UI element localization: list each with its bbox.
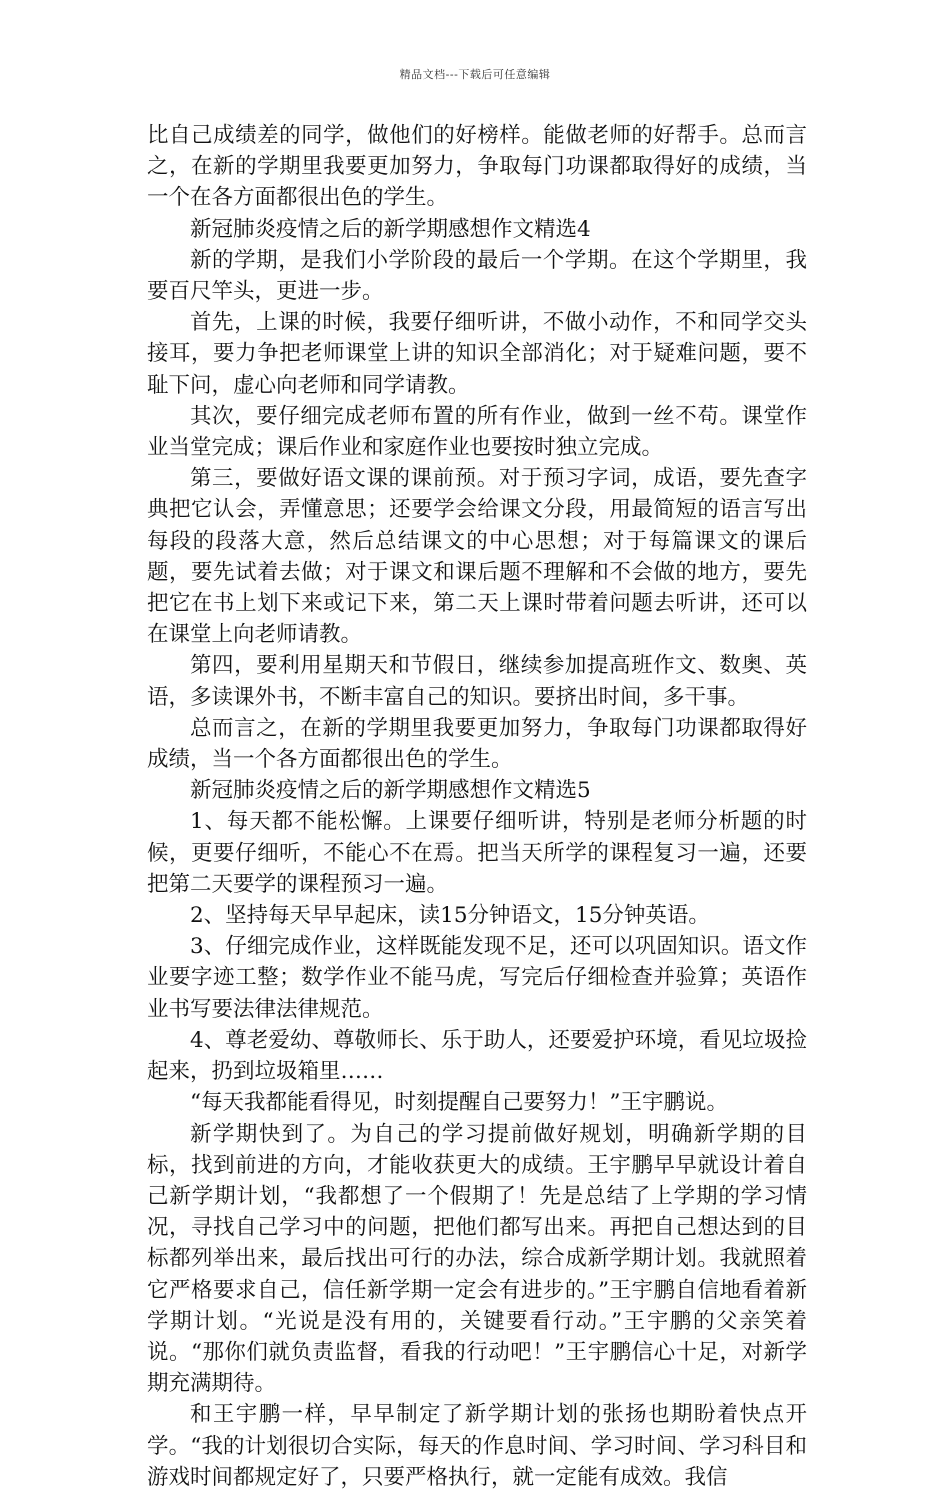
section-heading: 新冠肺炎疫情之后的新学期感想作文精选5 <box>190 778 591 804</box>
paragraph: 新学期快到了。为自己的学习提前做好规划，明确新学期的目标，找到前进的方向，才能收获更大的成绩。王宇鹏早早就设计着自己新学期计划，“我都想了一个假期了！先是总结了上学期的学习情况，寻找自己学习中的问题，把他们都写出来。再把自己想达到的目标都列举出来，最后找出可行的办法，综合成新学期计划。我就照着它严格要求自己，信任新学期一定会有进步的。”王宇鹏自信地看着新学期计划。“光说是没有用的，关键要看行动。”王宇鹏的父亲笑着说。“那你们就负责监督，看我的行动吧！”王宇鹏信心十足，对新学期充满期待。 <box>147 1121 807 1397</box>
section-heading: 新冠肺炎疫情之后的新学期感想作文精选4 <box>190 216 591 242</box>
paragraph: 第四，要利用星期天和节假日，继续参加提高班作文、数奥、英语，多读课外书，不断丰富自己的知识。要挤出时间，多干事。 <box>147 653 807 710</box>
list-item: 2、坚持每天早早起床，读15分钟语文，15分钟英语。 <box>190 903 710 929</box>
list-item: 3、仔细完成作业，这样既能发现不足，还可以巩固知识。语文作业要字迹工整；数学作业不能马虎，写完后仔细检查并验算；英语作业书写要法律法律规范。 <box>147 934 807 1022</box>
document-body <box>147 120 807 1493</box>
paragraph: 其次，要仔细完成老师布置的所有作业，做到一丝不苟。课堂作业当堂完成；课后作业和家庭作业也要按时独立完成。 <box>147 403 807 461</box>
paragraph: 总而言之，在新的学期里我要更加努力，争取每门功课都取得好成绩，当一个各方面都很出色的学生。 <box>147 715 807 773</box>
quote-paragraph: “每天我都能看得见，时刻提醒自己要努力！”王宇鹏说。 <box>190 1090 728 1116</box>
paragraph: 新的学期，是我们小学阶段的最后一个学期。在这个学期里，我要百尺竿头，更进一步。 <box>147 247 807 305</box>
paragraph: 第三，要做好语文课的课前预。对于预习字词，成语，要先查字典把它认会，弄懂意思；还要学会给课文分段，用最简短的语言写出每段的段落大意，然后总结课文的中心思想；对于每篇课文的课后题，要先试着去做；对于课文和课后题不理解和不会做的地方，要先把它在书上划下来或记下来，第二天上课时带着问题去听讲，还可以在课堂上向老师请教。 <box>147 466 807 648</box>
paragraph: 比自己成绩差的同学，做他们的好榜样。能做老师的好帮手。总而言之，在新的学期里我要更加努力，争取每门功课都取得好的成绩，当一个在各方面都很出色的学生。 <box>147 123 807 211</box>
paragraph: 和王宇鹏一样，早早制定了新学期计划的张扬也期盼着快点开学。“我的计划很切合实际，每天的作息时间、学习时间、学习科目和游戏时间都规定好了，只要严格执行，就一定能有成效。我信 <box>147 1402 807 1490</box>
list-item: 4、尊老爱幼、尊敬师长、乐于助人，还要爱护环境，看见垃圾捡起来，扔到垃圾箱里…… <box>147 1027 807 1085</box>
page-header: 精品文档---下载后可任意编辑 <box>399 68 551 81</box>
list-item: 1、每天都不能松懈。上课要仔细听讲，特别是老师分析题的时候，更要仔细听，不能心不在焉。把当天所学的课程复习一遍，还要把第二天要学的课程预习一遍。 <box>147 809 807 897</box>
paragraph: 首先，上课的时候，我要仔细听讲，不做小动作，不和同学交头接耳，要力争把老师课堂上讲的知识全部消化；对于疑难问题，要不耻下问，虚心向老师和同学请教。 <box>147 310 807 398</box>
